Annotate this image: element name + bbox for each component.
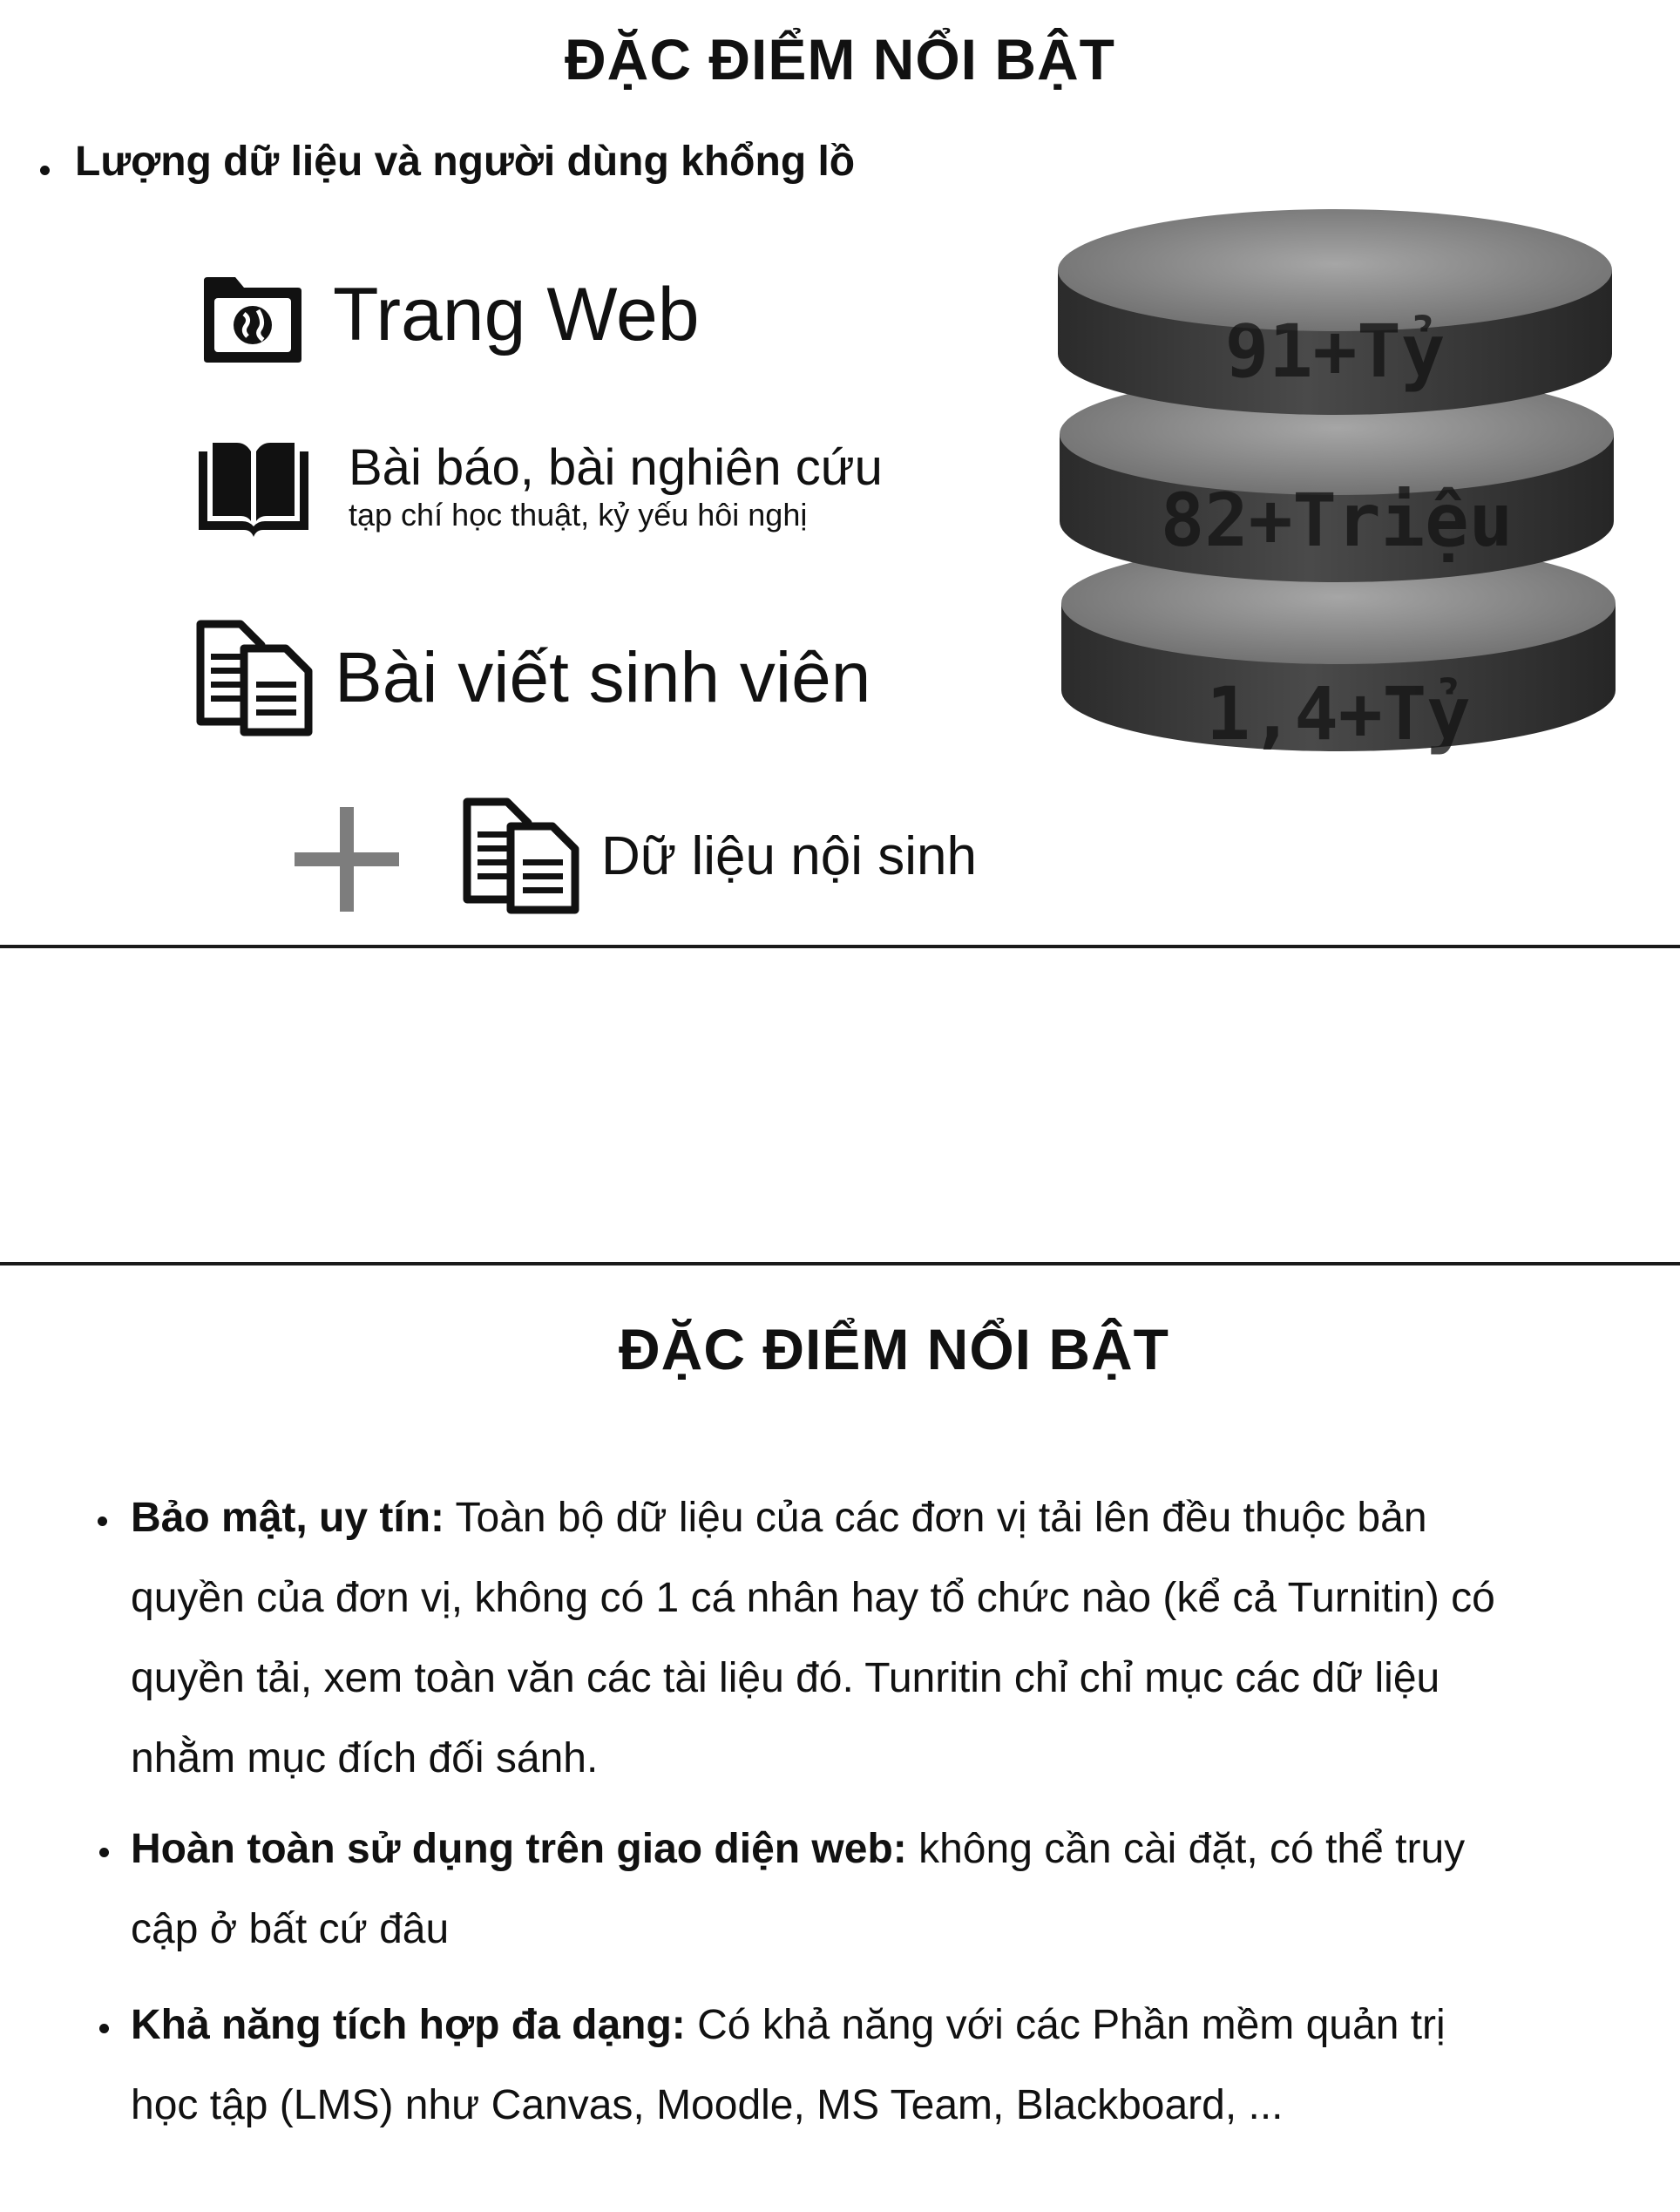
globe-folder-icon (195, 261, 310, 368)
bullet-dot (99, 2024, 109, 2033)
bullet-dot (98, 1517, 107, 1526)
feature-integration (131, 1985, 1568, 2146)
feature-heading: Khả năng tích hợp đa dạng: (131, 2002, 686, 2048)
feature-heading: Bảo mật, uy tín: (131, 1495, 445, 1541)
feature-text: cập ở bất cứ đâu (131, 1906, 450, 1952)
bullet-dot (40, 166, 50, 175)
data-cylinder-stack (1054, 206, 1629, 781)
documents-icon (193, 619, 315, 737)
feature-label: Bài báo, bài nghiên cứu (349, 439, 883, 496)
slide-top (0, 0, 1680, 947)
bullet-heading: Lượng dữ liệu và người dùng khổng lồ (75, 139, 856, 185)
feature-sublabel: tạp chí học thuật, kỷ yếu hôi nghị (349, 497, 808, 533)
feature-text: không cần cài đặt, có thể truy (906, 1826, 1466, 1872)
feature-label: Dữ liệu nội sinh (601, 825, 977, 886)
feature-label: Trang Web (333, 272, 700, 356)
stat-web-pages: 91+Tỷ (1224, 309, 1446, 394)
feature-text: nhằm mục đích đối sánh. (131, 1735, 599, 1781)
feature-web-pages (195, 261, 700, 368)
stat-students: 1,4+Tỷ (1206, 671, 1471, 757)
feature-heading: Hoàn toàn sử dụng trên giao diện web: (131, 1826, 907, 1872)
feature-text: quyền tải, xem toàn văn các tài liệu đó. Tunritin chỉ chỉ mục các dữ liệu (131, 1655, 1440, 1701)
slide-bottom (0, 1264, 1680, 2212)
feature-student-papers (193, 619, 870, 737)
feature-text: quyền của đơn vị, không có 1 cá nhân hay tổ chức nào (kể cả Turnitin) có (131, 1575, 1495, 1621)
plus-icon (291, 804, 403, 915)
feature-text: học tập (LMS) như Canvas, Moodle, MS Team, Blackboard, ... (131, 2082, 1284, 2128)
documents-icon (460, 797, 582, 915)
slide-title: ĐẶC ĐIỂM NỔI BẬT (565, 27, 1115, 92)
slide-divider (0, 945, 1680, 948)
feature-internal-data (460, 797, 977, 915)
bullet-dot (99, 1848, 109, 1857)
slide-title: ĐẶC ĐIỂM NỔI BẬT (619, 1317, 1169, 1381)
feature-security (131, 1478, 1568, 1799)
feature-articles (193, 436, 883, 546)
open-book-icon (193, 436, 314, 546)
feature-text: Có khả năng với các Phần mềm quản trị (685, 2002, 1446, 2048)
feature-web-based (131, 1809, 1568, 1970)
feature-text: Toàn bộ dữ liệu của các đơn vị tải lên đều thuộc bản (444, 1495, 1427, 1541)
cylinder-top (1058, 209, 1612, 415)
stat-articles: 82+Triệu (1160, 478, 1514, 563)
feature-label: Bài viết sinh viên (335, 638, 871, 717)
